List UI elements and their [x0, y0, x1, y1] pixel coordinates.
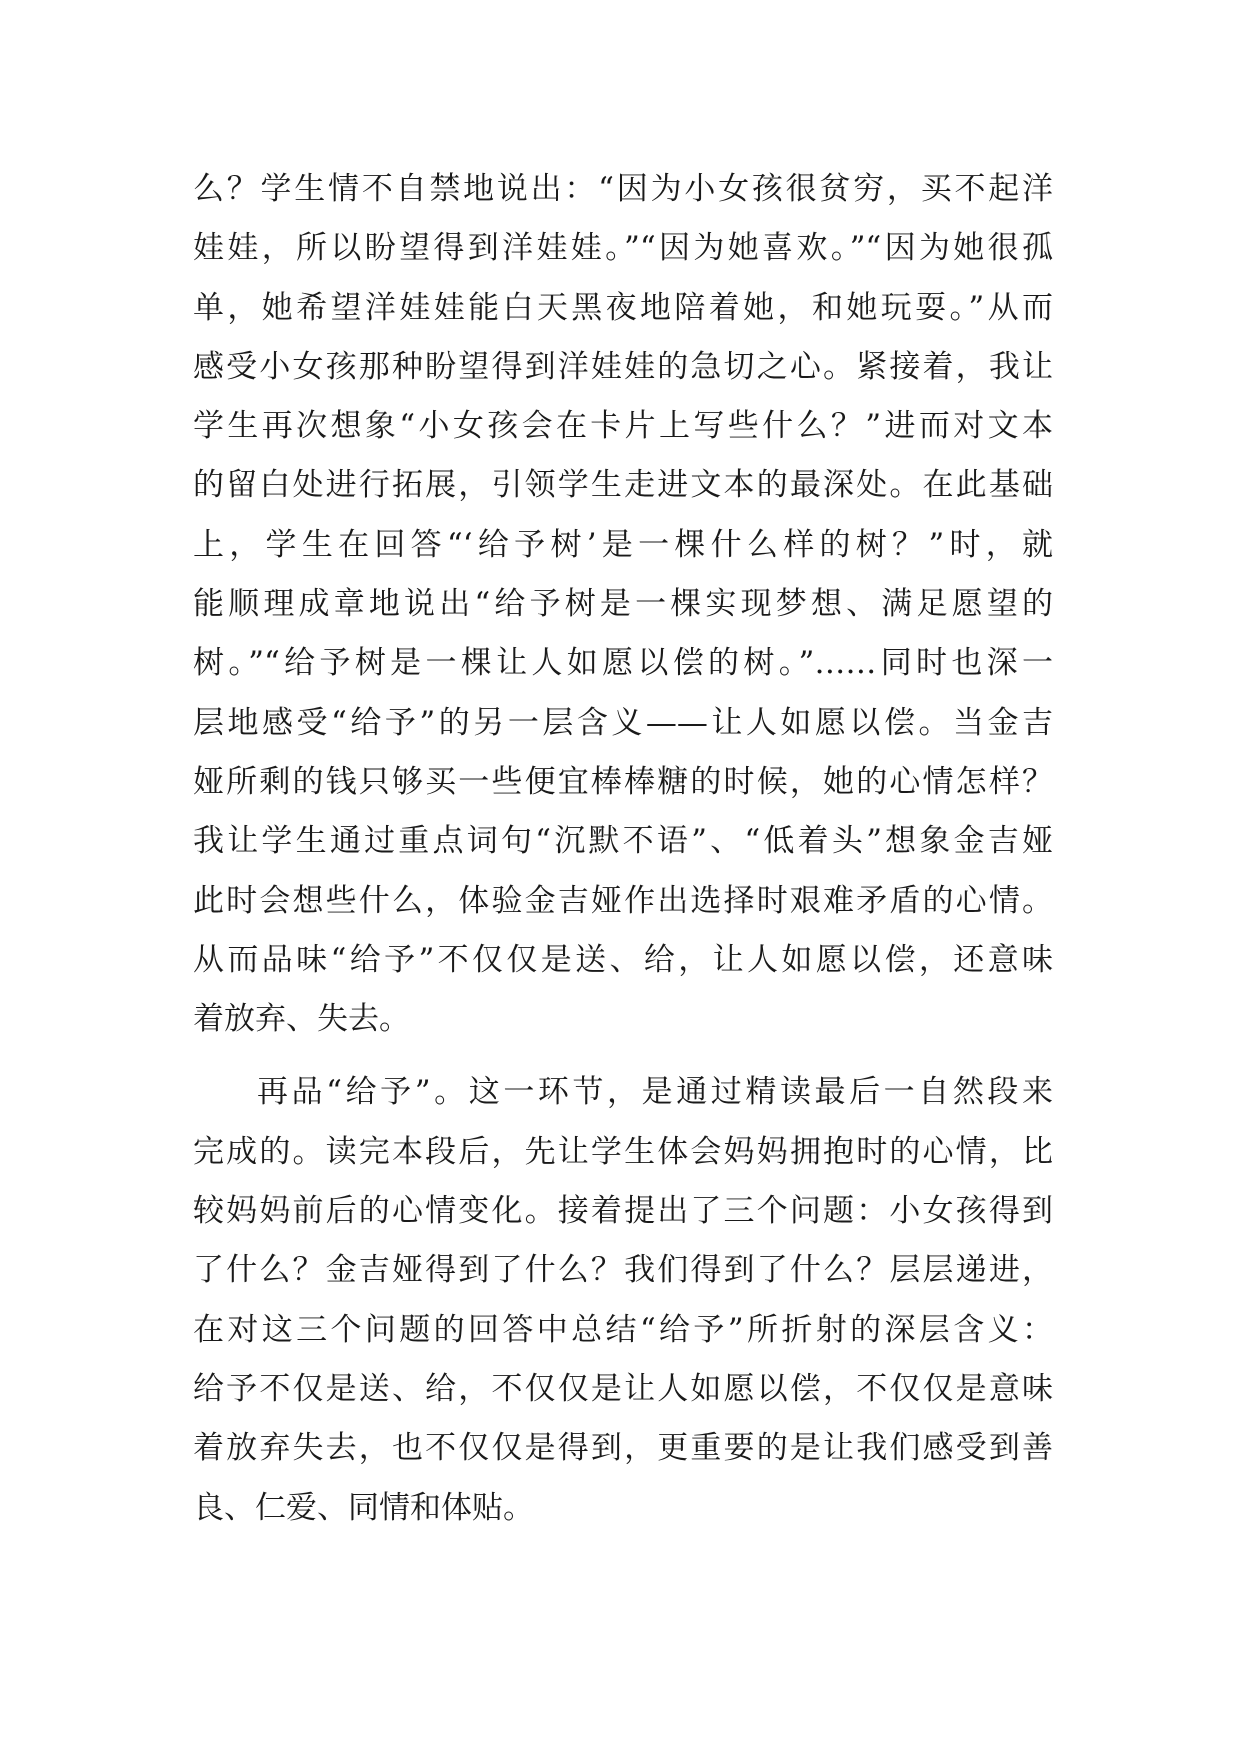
text-line: 了什么？金吉娅得到了什么？我们得到了什么？层层递进， — [193, 1252, 1053, 1289]
text-line: 着放弃失去，也不仅仅是得到，更重要的是让我们感受到善 — [193, 1430, 1053, 1467]
text-line: 在对这三个问题的回答中总结“给予”所折射的深层含义： — [193, 1311, 1053, 1348]
text-line: 此时会想些什么，体验金吉娅作出选择时艰难矛盾的心情。 — [193, 882, 1053, 919]
text-line: 树。”“给予树是一棵让人如愿以偿的树。”……同时也深一 — [193, 645, 1053, 682]
text-line: 着放弃、失去。 — [193, 1001, 410, 1038]
text-line: 感受小女孩那种盼望得到洋娃娃的急切之心。紧接着，我让 — [193, 348, 1053, 385]
text-line: 能顺理成章地说出“给予树是一棵实现梦想、满足愿望的 — [193, 586, 1053, 623]
text-line: 的留白处进行拓展，引领学生走进文本的最深处。在此基础 — [193, 467, 1053, 504]
text-line: 完成的。读完本段后，先让学生体会妈妈拥抱时的心情，比 — [193, 1133, 1053, 1170]
text-line: 么？学生情不自禁地说出：“因为小女孩很贫穷，买不起洋 — [193, 171, 1053, 207]
text-line: 娅所剩的钱只够买一些便宜棒棒糖的时候，她的心情怎样？ — [193, 763, 1053, 800]
text-line: 上，学生在回答“‘给予树’是一棵什么样的树？”时，就 — [193, 526, 1053, 563]
text-line: 从而品味“给予”不仅仅是送、给，让人如愿以偿，还意味 — [193, 941, 1053, 978]
text-line: 娃娃，所以盼望得到洋娃娃。”“因为她喜欢。”“因为她很孤 — [193, 230, 1053, 267]
text-line: 学生再次想象“小女孩会在卡片上写些什么？”进而对文本 — [193, 408, 1053, 445]
paragraph-spacing — [193, 1049, 1053, 1063]
body-text — [193, 160, 1053, 1538]
text-line: 层地感受“给予”的另一层含义——让人如愿以偿。当金吉 — [193, 704, 1053, 741]
text-line: 我让学生通过重点词句“沉默不语”、“低着头”想象金吉娅 — [193, 823, 1053, 860]
text-line: 较妈妈前后的心情变化。接着提出了三个问题：小女孩得到 — [193, 1193, 1053, 1230]
text-line: 单，她希望洋娃娃能白天黑夜地陪着她，和她玩耍。”从而 — [193, 289, 1053, 326]
text-line: 再品“给予”。这一环节，是通过精读最后一自然段来 — [257, 1074, 1053, 1111]
text-line: 良、仁爱、同情和体贴。 — [193, 1489, 534, 1526]
text-line: 给予不仅是送、给，不仅仅是让人如愿以偿，不仅仅是意味 — [193, 1370, 1053, 1407]
paragraph-1 — [193, 160, 1053, 1049]
paragraph-2 — [193, 1063, 1053, 1537]
